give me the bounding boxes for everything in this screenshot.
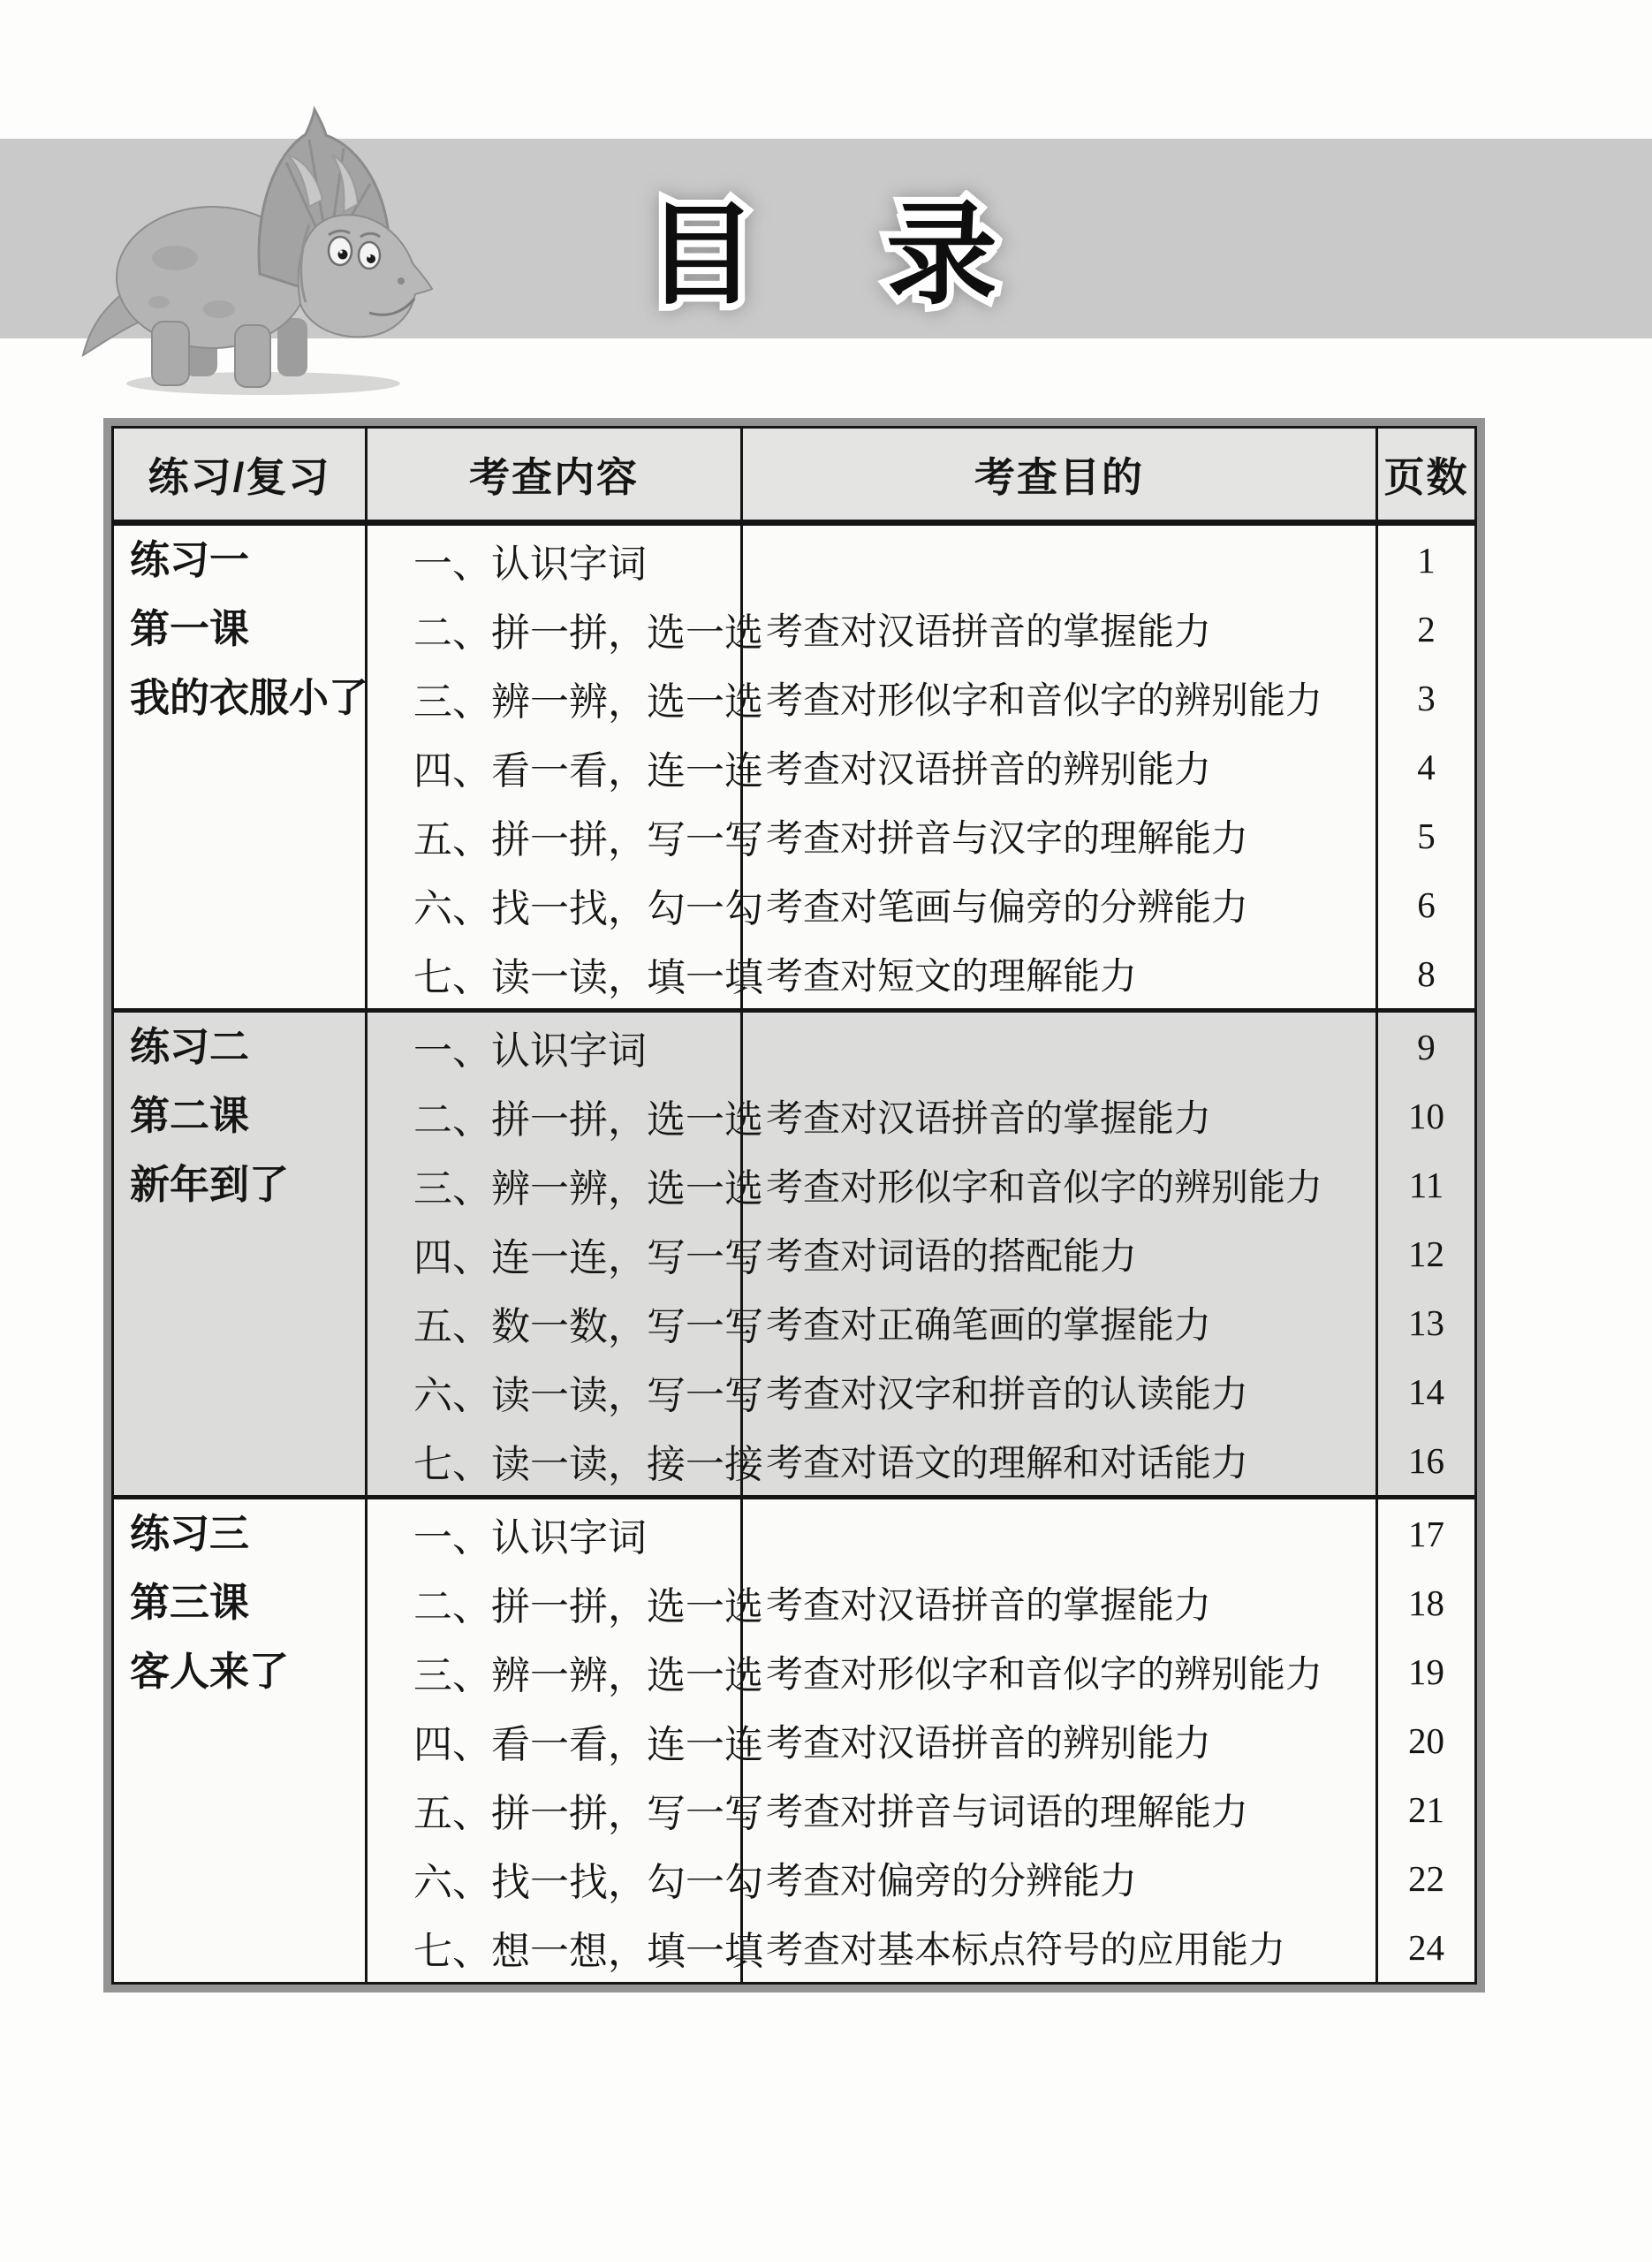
section-label-line: 练习三 bbox=[130, 1511, 250, 1556]
content-cell: 七、想一想，填一填 bbox=[368, 1913, 743, 1982]
content-cell: 六、读一读，写一写 bbox=[368, 1357, 743, 1426]
content-cell: 三、辨一辨，选一选 bbox=[368, 664, 743, 732]
toc-table bbox=[111, 426, 1477, 1985]
content-cell: 二、拼一拼，选一选 bbox=[368, 1568, 743, 1637]
purpose-cell bbox=[743, 1013, 1378, 1082]
content-cell: 一、认识字词 bbox=[368, 526, 743, 595]
toc-section-3 bbox=[114, 1495, 1474, 1982]
content-cell: 三、辨一辨，选一选 bbox=[368, 1150, 743, 1219]
page-number-cell: 10 bbox=[1408, 1096, 1444, 1136]
header-cell-exercise: 练习/复习 bbox=[114, 429, 368, 520]
content-cell: 七、读一读，填一填 bbox=[368, 939, 743, 1008]
page-number-cell: 11 bbox=[1408, 1165, 1444, 1205]
page-number-cell: 24 bbox=[1408, 1927, 1444, 1968]
page-number-cell: 4 bbox=[1417, 747, 1436, 787]
section-label-line: 第一课 bbox=[130, 606, 250, 651]
page-number-cell: 1 bbox=[1417, 540, 1436, 581]
page-number-cell: 22 bbox=[1408, 1858, 1444, 1899]
content-cell: 三、辨一辨，选一选 bbox=[368, 1637, 743, 1706]
purpose-cell: 考查对汉语拼音的辨别能力 bbox=[743, 1706, 1378, 1775]
purpose-cell: 考查对词语的搭配能力 bbox=[743, 1219, 1378, 1288]
header-cell-page: 页数 bbox=[1383, 453, 1469, 500]
section-label-line: 练习二 bbox=[130, 1024, 250, 1069]
purpose-cell: 考查对形似字和音似字的辨别能力 bbox=[743, 664, 1378, 732]
purpose-cell: 考查对正确笔画的掌握能力 bbox=[743, 1288, 1378, 1357]
content-cell: 七、读一读，接一接 bbox=[368, 1426, 743, 1495]
purpose-cell: 考查对汉字和拼音的认读能力 bbox=[743, 1357, 1378, 1426]
section-label-line: 练习一 bbox=[130, 537, 250, 582]
purpose-cell: 考查对汉语拼音的掌握能力 bbox=[743, 1568, 1378, 1637]
purpose-cell: 考查对笔画与偏旁的分辨能力 bbox=[743, 870, 1378, 939]
purpose-cell: 考查对汉语拼音的掌握能力 bbox=[743, 1082, 1378, 1150]
content-cell: 五、数一数，写一写 bbox=[368, 1288, 743, 1357]
section-label-line: 第三课 bbox=[130, 1580, 250, 1625]
content-cell: 一、认识字词 bbox=[368, 1499, 743, 1568]
toc-section-1 bbox=[114, 526, 1474, 1008]
content-cell: 二、拼一拼，选一选 bbox=[368, 1082, 743, 1150]
content-cell: 一、认识字词 bbox=[368, 1013, 743, 1082]
page-number-cell: 20 bbox=[1408, 1720, 1444, 1761]
purpose-cell: 考查对汉语拼音的辨别能力 bbox=[743, 732, 1378, 801]
page-number-cell: 3 bbox=[1417, 678, 1436, 718]
content-cell: 五、拼一拼，写一写 bbox=[368, 801, 743, 870]
page-number-cell: 2 bbox=[1417, 609, 1436, 649]
section-label bbox=[114, 526, 368, 1008]
section-label-line: 客人来了 bbox=[130, 1649, 290, 1694]
section-label-line: 第二课 bbox=[130, 1093, 250, 1138]
page-number-cell: 21 bbox=[1408, 1789, 1444, 1830]
purpose-cell: 考查对汉语拼音的掌握能力 bbox=[743, 595, 1378, 664]
toc-header-row bbox=[114, 429, 1474, 526]
purpose-cell: 考查对偏旁的分辨能力 bbox=[743, 1844, 1378, 1913]
page-number-cell: 5 bbox=[1417, 816, 1436, 856]
purpose-cell: 考查对拼音与词语的理解能力 bbox=[743, 1775, 1378, 1844]
purpose-cell bbox=[743, 526, 1378, 595]
content-cell: 五、拼一拼，写一写 bbox=[368, 1775, 743, 1844]
purpose-cell: 考查对语文的理解和对话能力 bbox=[743, 1426, 1378, 1495]
section-label-line: 我的衣服小了 bbox=[130, 675, 369, 720]
page-number-cell: 6 bbox=[1417, 884, 1436, 925]
content-cell: 四、看一看，连一连 bbox=[368, 732, 743, 801]
purpose-cell bbox=[743, 1499, 1378, 1568]
page-number-cell: 12 bbox=[1408, 1233, 1444, 1274]
content-cell: 四、连一连，写一写 bbox=[368, 1219, 743, 1288]
page-number-cell: 19 bbox=[1408, 1651, 1444, 1692]
toc-section-2 bbox=[114, 1008, 1474, 1495]
purpose-cell: 考查对基本标点符号的应用能力 bbox=[743, 1913, 1378, 1982]
page-title-text: 目 录 目 录 bbox=[646, 166, 1006, 326]
content-cell: 六、找一找，勾一勾 bbox=[368, 870, 743, 939]
page-number-cell: 18 bbox=[1408, 1583, 1444, 1623]
page-number-cell: 13 bbox=[1408, 1302, 1444, 1343]
header-cell-content: 考查内容 bbox=[368, 429, 743, 520]
section-label bbox=[114, 1013, 368, 1495]
page-number-cell: 16 bbox=[1408, 1440, 1444, 1481]
content-cell: 二、拼一拼，选一选 bbox=[368, 595, 743, 664]
dinosaur-illustration bbox=[78, 99, 449, 399]
content-cell: 四、看一看，连一连 bbox=[368, 1706, 743, 1775]
section-label-line: 新年到了 bbox=[130, 1162, 290, 1207]
section-label bbox=[114, 1499, 368, 1982]
purpose-cell: 考查对短文的理解能力 bbox=[743, 939, 1378, 1008]
content-cell: 六、找一找，勾一勾 bbox=[368, 1844, 743, 1913]
page-number-cell: 9 bbox=[1417, 1027, 1436, 1067]
page-number-cell: 8 bbox=[1417, 953, 1436, 994]
header-cell-purpose: 考查目的 bbox=[743, 429, 1378, 520]
purpose-cell: 考查对形似字和音似字的辨别能力 bbox=[743, 1150, 1378, 1219]
page-number-cell: 17 bbox=[1408, 1514, 1444, 1554]
purpose-cell: 考查对形似字和音似字的辨别能力 bbox=[743, 1637, 1378, 1706]
purpose-cell: 考查对拼音与汉字的理解能力 bbox=[743, 801, 1378, 870]
page-number-cell: 14 bbox=[1408, 1371, 1444, 1412]
